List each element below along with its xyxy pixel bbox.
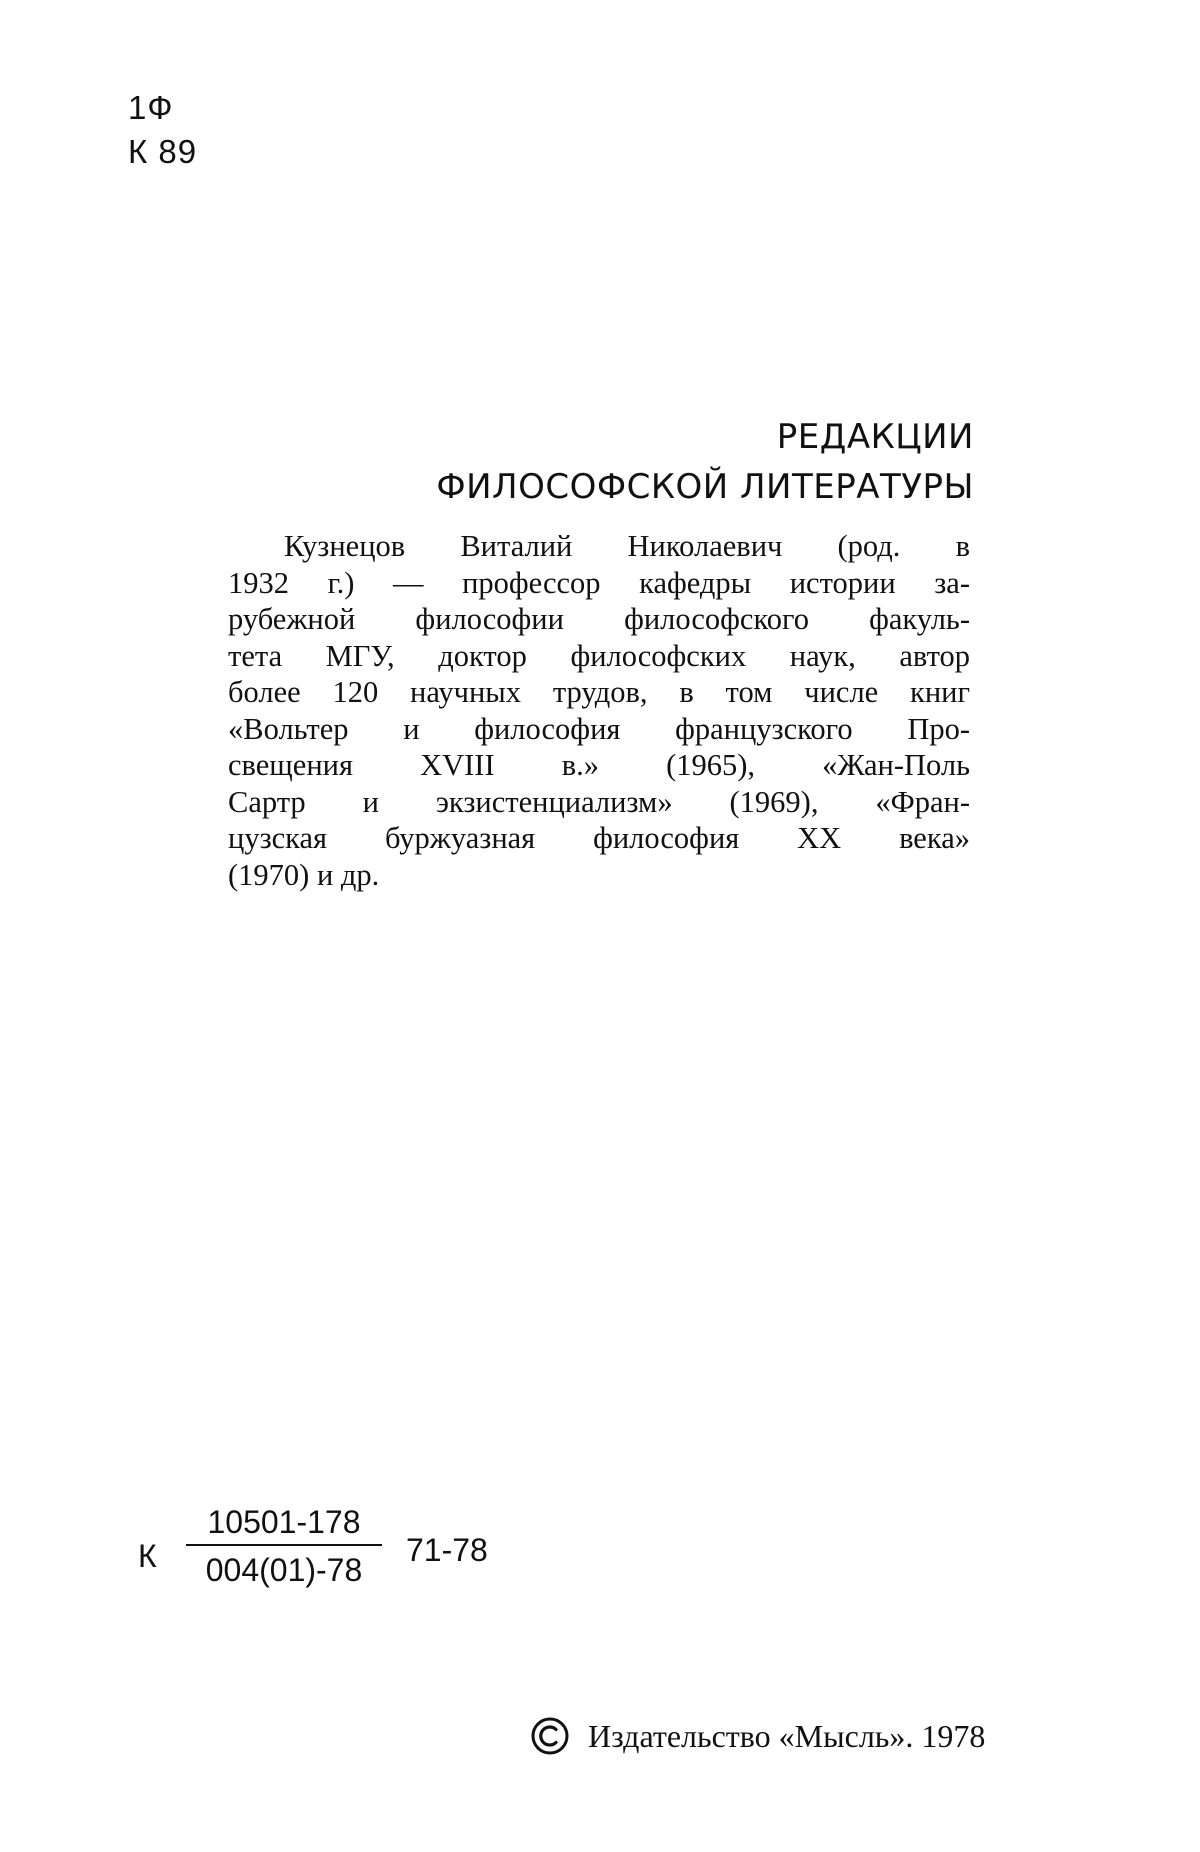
catalog-letter: К (138, 1538, 157, 1574)
bio-line: Кузнецов Виталий Николаевич (род. в (284, 529, 970, 563)
fraction-bar (186, 1544, 382, 1546)
department-header (436, 412, 974, 512)
catalog-fraction (186, 1502, 382, 1590)
bio-line: свещения XVIII в.» (1965), «Жан-Поль (228, 748, 970, 782)
catalog-numerator: 10501-178 (207, 1504, 361, 1540)
department-line-2: ФИЛОСОФСКОЙ ЛИТЕРАТУРЫ (436, 467, 974, 507)
author-mark: К 89 (128, 133, 198, 170)
author-bio (228, 528, 970, 893)
bio-line: тета МГУ, доктор философских наук, автор (228, 638, 970, 673)
bio-line: «Вольтер и философия французского Про- (228, 711, 970, 746)
classification-code: 1Ф (128, 89, 174, 126)
catalog-denominator: 004(01)-78 (205, 1552, 363, 1588)
copyright-text: Издательство «Мысль». 1978 (588, 1717, 986, 1754)
bio-line: рубежной философии философского факуль- (228, 602, 970, 636)
department-line-1: РЕДАКЦИИ (776, 417, 974, 457)
copyright-icon (530, 1716, 570, 1756)
bio-line: (1970) и др. (228, 857, 380, 892)
library-classification (128, 86, 197, 174)
catalog-suffix: 71-78 (406, 1532, 488, 1568)
bio-line: цузская буржуазная философия XX века» (228, 821, 970, 855)
bio-line: Сартр и экзистенциализм» (1969), «Фран- (228, 784, 970, 819)
bio-line: более 120 научных трудов, в том числе книг (228, 675, 970, 709)
copyright-line (530, 1716, 985, 1756)
bio-line: 1932 г.) — профессор кафедры истории за- (228, 565, 970, 600)
catalog-code (138, 1502, 518, 1602)
